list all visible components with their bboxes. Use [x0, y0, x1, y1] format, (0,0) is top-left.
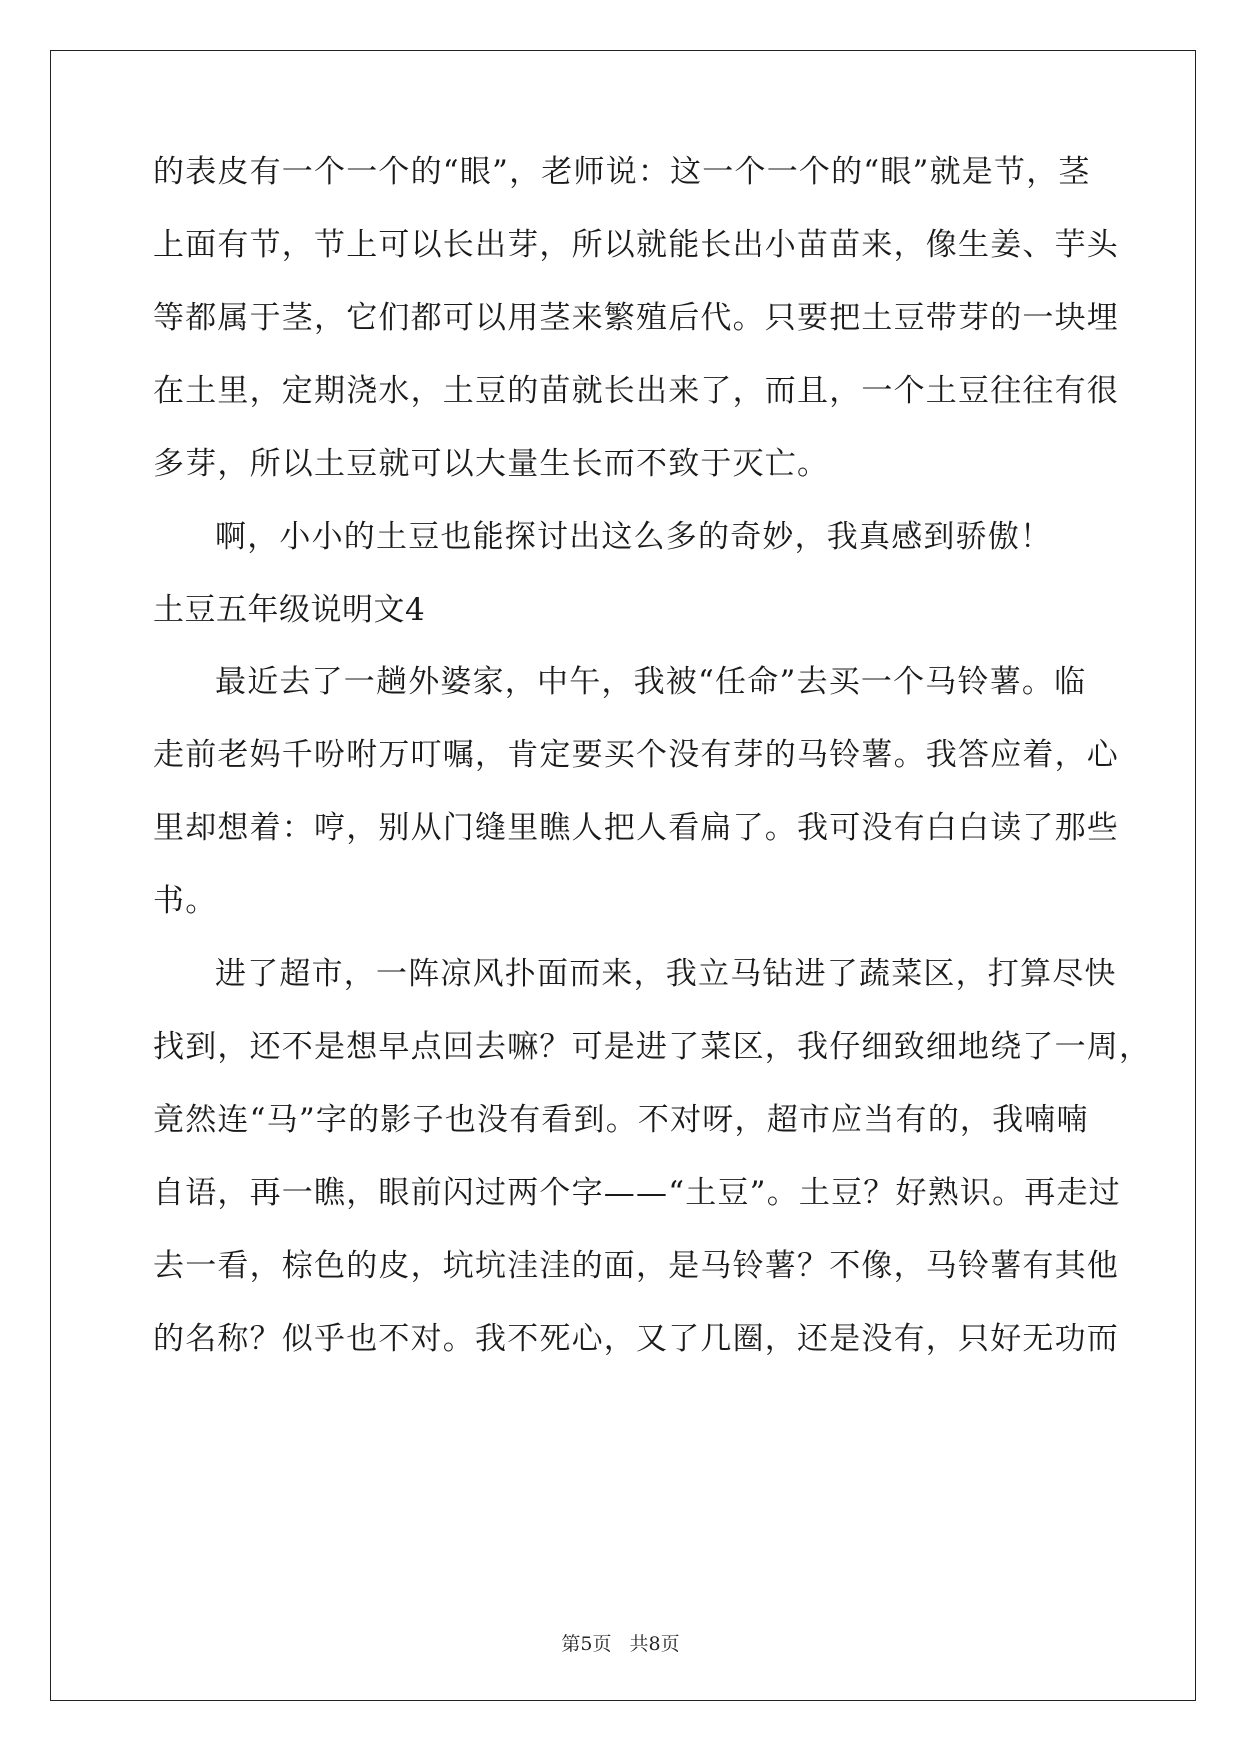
page-number: 第5页 — [561, 1633, 612, 1655]
paragraph-start: 进了超市，一阵凉风扑面而来，我立马钻进了蔬菜区，打算尽快 — [215, 956, 1117, 992]
paragraph-start: 啊，小小的土豆也能探讨出这么多的奇妙，我真感到骄傲！ — [215, 519, 1053, 555]
text-line: 的表皮有一个一个的“眼”，老师说：这一个一个的“眼”就是节，茎 — [153, 154, 1091, 190]
text-line: 上面有节，节上可以长出芽，所以就能长出小苗苗来，像生姜、芋头 — [153, 227, 1119, 263]
text-line: 找到，还不是想早点回去嘛？可是进了菜区，我仔细致细地绕了一周， — [153, 1029, 1152, 1065]
page-footer — [0, 1632, 1241, 1656]
text-line: 自语，再一瞧，眼前闪过两个字——“土豆”。土豆？好熟识。再走过 — [153, 1175, 1121, 1211]
text-line: 多芽，所以土豆就可以大量生长而不致于灭亡。 — [153, 446, 830, 482]
text-line: 去一看，棕色的皮，坑坑洼洼的面，是马铃薯？不像，马铃薯有其他 — [153, 1248, 1119, 1284]
page-total: 共8页 — [629, 1633, 680, 1655]
text-line: 竟然连“马”字的影子也没有看到。不对呀，超市应当有的，我喃喃 — [153, 1102, 1089, 1138]
text-line: 走前老妈千吩咐万叮嘱，肯定要买个没有芽的马铃薯。我答应着，心 — [153, 737, 1119, 773]
section-heading: 土豆五年级说明文4 — [153, 592, 426, 628]
text-line: 等都属于茎，它们都可以用茎来繁殖后代。只要把土豆带芽的一块埋 — [153, 300, 1119, 336]
paragraph-start: 最近去了一趟外婆家，中午，我被“任命”去买一个马铃薯。临 — [215, 664, 1087, 700]
text-line: 里却想着：哼，别从门缝里瞧人把人看扁了。我可没有白白读了那些 — [153, 810, 1119, 846]
text-line: 在土里，定期浇水，土豆的苗就长出来了，而且，一个土豆往往有很 — [153, 373, 1119, 409]
text-line: 书。 — [153, 883, 218, 919]
text-line: 的名称？似乎也不对。我不死心，又了几圈，还是没有，只好无功而 — [153, 1321, 1119, 1357]
